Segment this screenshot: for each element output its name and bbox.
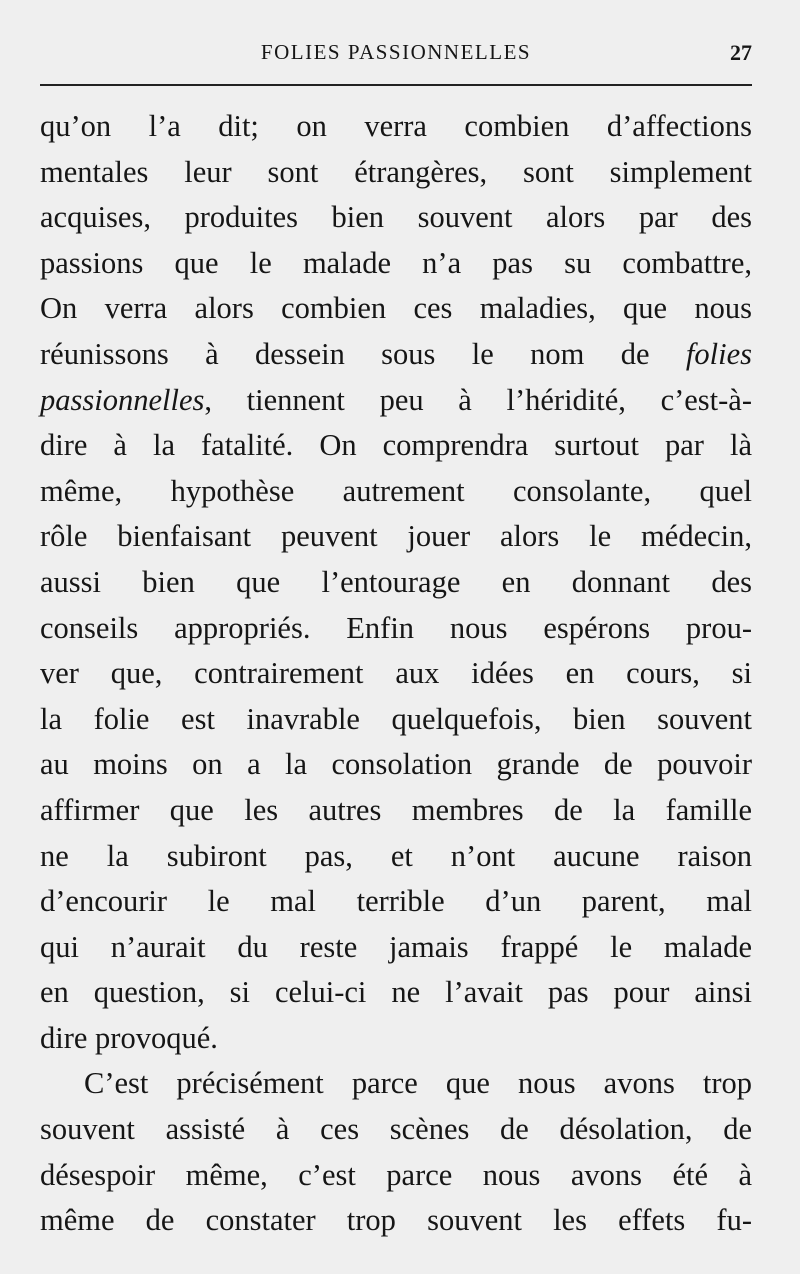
text-line: dire provoqué. [40,1020,218,1055]
text-line: acquises, produites bien souvent alors par des [40,200,752,235]
page-number: 27 [730,40,752,65]
text-line: désespoir même, c’est parce nous avons été à [40,1157,752,1192]
text-line: ver que, contrairement aux idées en cours, si [40,656,752,691]
text-line: passions que le malade n’a pas su combattre, [40,245,752,280]
italic-term: passionnelles [40,382,205,417]
text-line: aussi bien que l’entourage en donnant des [40,564,752,599]
text-line: au moins on a la consolation grande de pouvoir [40,747,752,782]
text-line: en question, si celui-ci ne l’avait pas pour ainsi [40,975,752,1010]
running-head [40,40,752,80]
text-line: conseils appropriés. Enfin nous espérons prou- [40,610,752,645]
text-line: On verra alors combien ces maladies, que nous [40,291,752,326]
text-line: qui n’aurait du reste jamais frappé le malade [40,929,752,964]
text-line: souvent assisté à ces scènes de désolation, de [40,1112,752,1147]
text-line: la folie est inavrable quelquefois, bien souvent [40,701,752,736]
text-line: même, hypothèse autrement consolante, quel [40,473,752,508]
text-line: d’encourir le mal terrible d’un parent, mal [40,884,752,919]
text-line: rôle bienfaisant peuvent jouer alors le médecin, [40,519,752,554]
text-line: ne la subiront pas, et n’ont aucune raison [40,838,752,873]
text-line: mentales leur sont étrangères, sont simplement [40,154,752,189]
text-line: affirmer que les autres membres de la famille [40,792,752,827]
text-line [40,378,752,424]
text-line: C’est précisément parce que nous avons trop [84,1066,752,1101]
text-line [40,332,752,378]
running-title: FOLIES PASSIONNELLES [260,40,532,64]
text-line: qu’on l’a dit; on verra combien d’affections [40,109,752,143]
text-line: même de constater trop souvent les effets fu- [40,1203,752,1238]
text-segment: réunissons à dessein sous le nom de [40,336,650,371]
text-segment: , tiennent peu à l’héridité, c’est-à- [204,382,752,417]
body-text [40,104,752,1244]
italic-term: folies [685,336,753,371]
text-line: dire à la fatalité. On comprendra surtout par là [40,428,752,463]
header-rule [40,84,752,86]
